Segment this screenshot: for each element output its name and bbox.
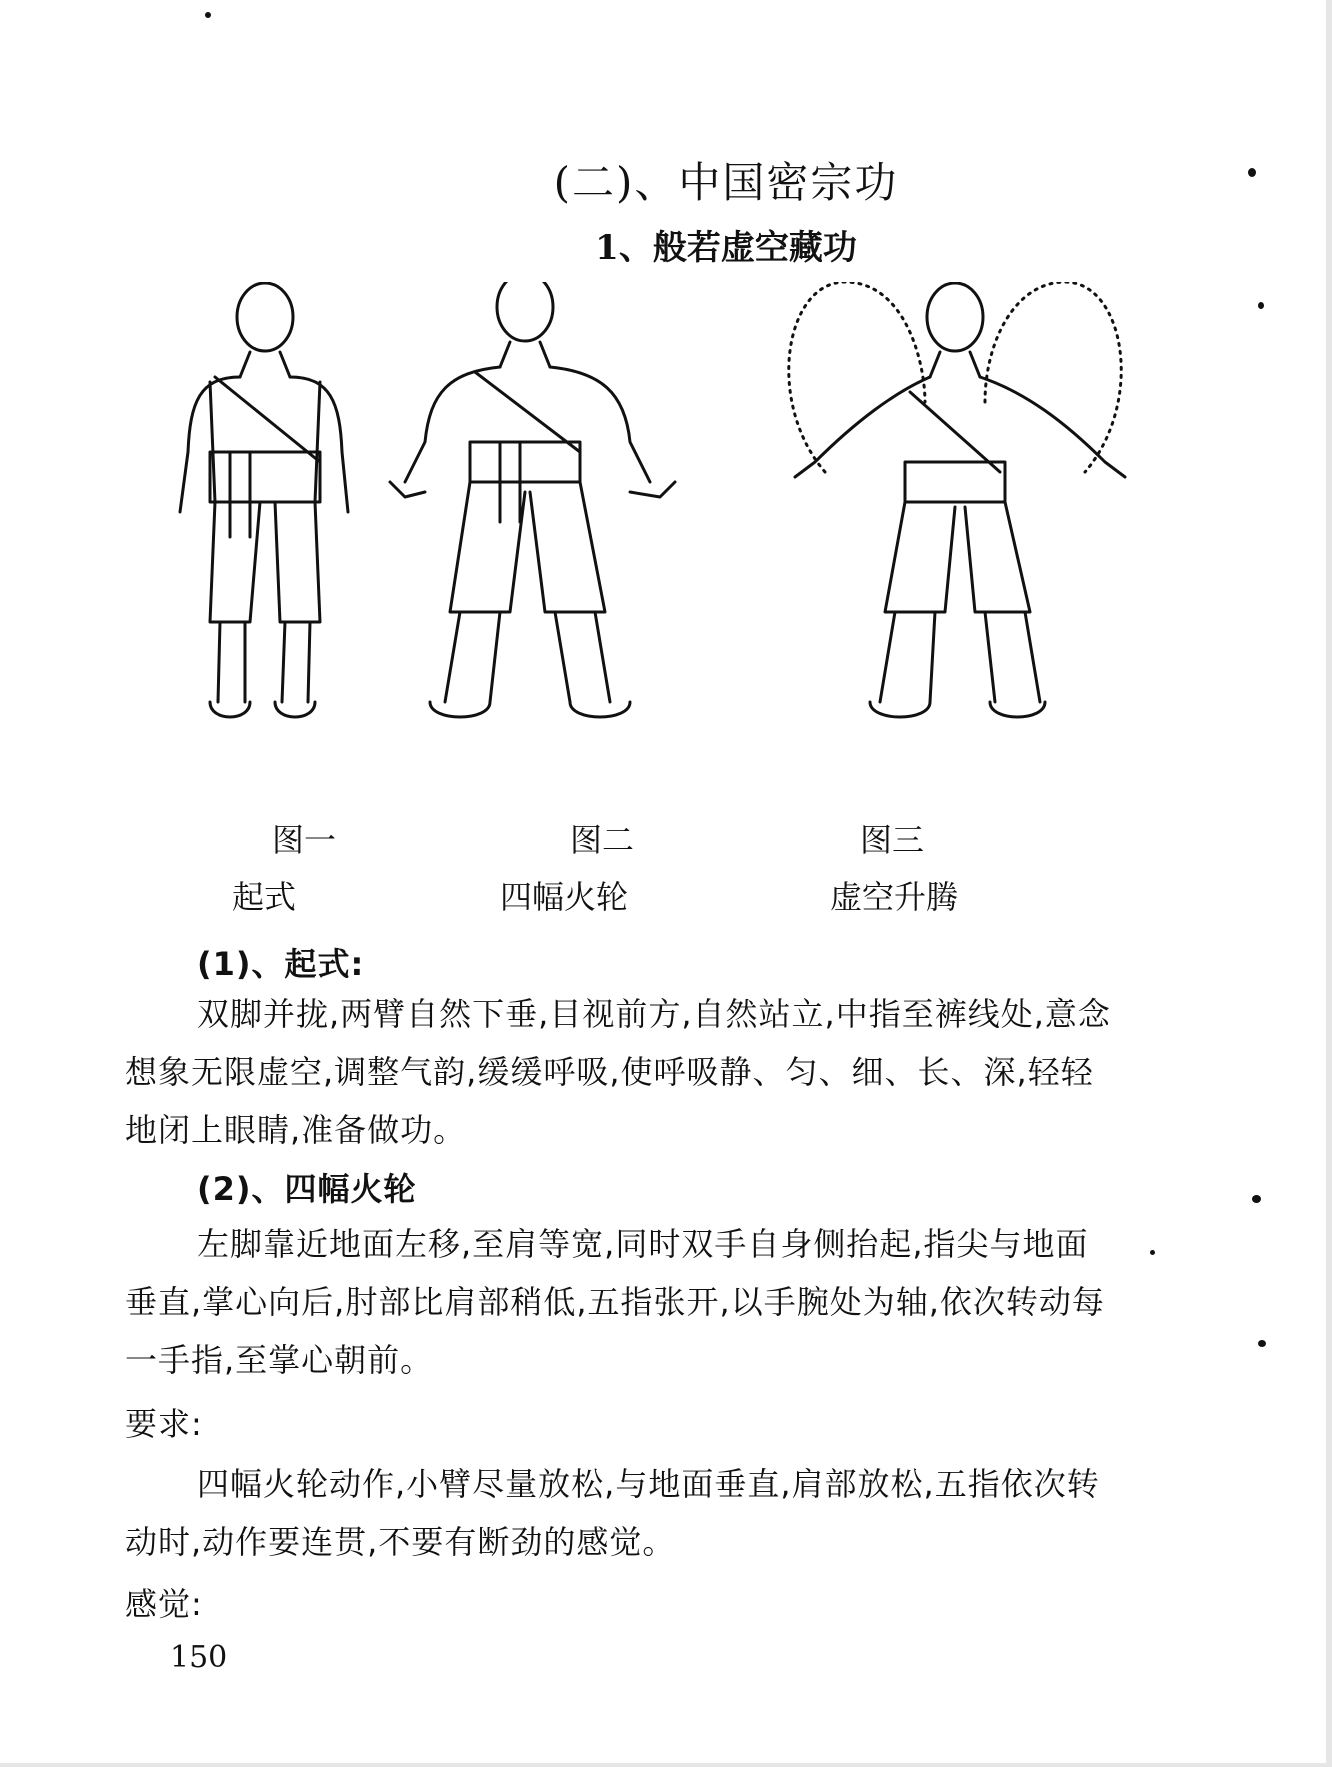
scan-speck [205, 12, 211, 18]
subsection-title: 1、般若虚空藏功 [595, 228, 857, 268]
standing-figure-rising-icon [789, 282, 1125, 717]
standing-figure-start-icon [180, 283, 348, 717]
standing-figure-arms-out-icon [390, 282, 675, 717]
feeling-label: 感觉: [125, 1585, 203, 1623]
scan-speck [1150, 1250, 1155, 1255]
section-title: (二)、中国密宗功 [553, 158, 899, 207]
scan-speck [1258, 302, 1264, 309]
figure-1-label: 图一 [272, 821, 337, 859]
page-number: 150 [170, 1640, 228, 1675]
scan-speck [1252, 1195, 1261, 1203]
figure-3-caption: 虚空升腾 [830, 878, 959, 916]
illustration-svg [170, 282, 1160, 822]
scan-speck [1258, 1340, 1266, 1347]
figure-2-caption: 四幅火轮 [500, 878, 629, 916]
illustration-panel [170, 282, 1160, 822]
step-2-heading: (2)、四幅火轮 [197, 1170, 417, 1208]
step-2-body: 左脚靠近地面左移,至肩等宽,同时双手自身侧抬起,指尖与地面垂直,掌心向后,肘部比肩部稍低,五指张开,以手腕处为轴,依次转动每一手指,至掌心朝前。 [125, 1225, 1105, 1379]
figure-1-caption: 起式 [232, 878, 297, 916]
step-1-heading: (1)、起式: [197, 945, 365, 983]
figure-2-label: 图二 [570, 821, 635, 859]
requirements-body: 四幅火轮动作,小臂尽量放松,与地面垂直,肩部放松,五指依次转动时,动作要连贯,不要有断劲的感觉。 [125, 1465, 1100, 1561]
step-1-body: 双脚并拢,两臂自然下垂,目视前方,自然站立,中指至裤线处,意念想象无限虚空,调整气韵,缓缓呼吸,使呼吸静、匀、细、长、深,轻轻地闭上眼睛,准备做功。 [125, 995, 1111, 1149]
scan-edge-bottom [0, 1763, 1332, 1767]
figure-3-label: 图三 [860, 821, 925, 859]
requirements-label: 要求: [125, 1405, 203, 1443]
